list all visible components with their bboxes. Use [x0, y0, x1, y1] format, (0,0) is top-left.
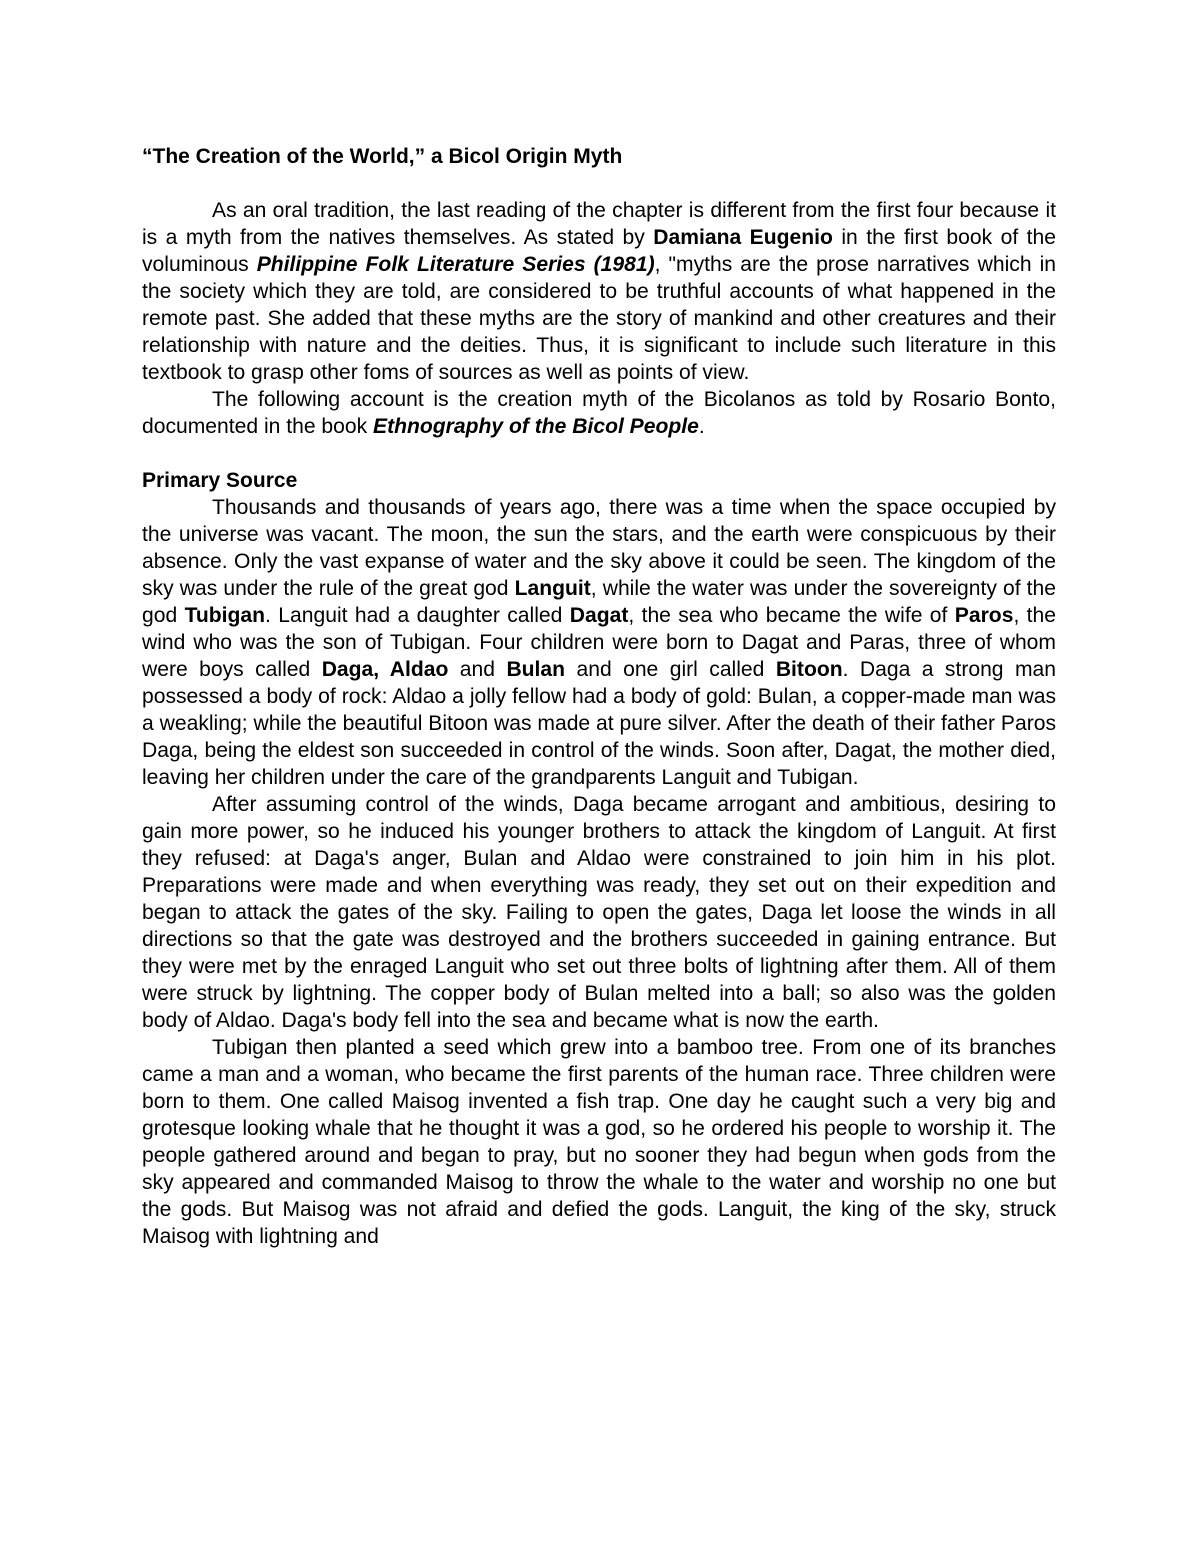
text-run: and one girl called	[565, 658, 776, 681]
series-title: Philippine Folk Literature Series (1981)	[256, 253, 655, 276]
source-paragraph-2: After assuming control of the winds, Daga became arrogant and ambitious, desiring to gain more power, so he induced his younger brothers to attack the kingdom of Languit. At first they refused: at Daga's anger, Bulan and Aldao were constrained to join him in his plot. Preparations were made and when everything was ready, they set out on their expedition and began to attack the gates of the sky. Failing to open the gates, Daga let loose the winds in all directions so that the gate was destroyed and the brothers succeeded in gaining entrance. But they were met by the enraged Languit who set out three bolts of lightning after them. All of them were struck by lightning. The copper body of Bulan melted into a ball; so also was the golden body of Aldao. Daga's body fell into the sea and became what is now the earth.	[142, 793, 1056, 1032]
section-heading: Primary Source	[142, 469, 298, 492]
name-bitoon: Bitoon	[775, 658, 843, 681]
source-paragraph-3: Tubigan then planted a seed which grew into a bamboo tree. From one of its branches came a man and a woman, who became the first parents of the human race. Three children were born to them. One called Maisog invented a fish trap. One day he caught such a very big and grotesque looking whale that he thought it was a god, so he ordered his people to worship it. The people gathered around and began to pray, but no sooner they had begun when gods from the sky appeared and commanded Maisog to throw the whale to the water and worship no one but the gods. But Maisog was not afraid and defied the gods. Languit, the king of the sky, struck Maisog with lightning and	[142, 1036, 1056, 1248]
text-run: As an oral tradition, the last reading of the chapter is different from the first four because it is a myth from the natives themselves. As stated by	[142, 199, 1056, 249]
text-run: . Daga a strong man possessed a body of rock: Aldao a jolly fellow had a body of gold: Bulan, a copper-made man was a weakling; while the beautiful Bitoon was made at pure silver. After the death of their father Paros Daga, being the eldest son succeeded in control of the winds. Soon after, Dagat, the mother died, leaving her children under the care of the grandparents Languit and Tubigan.	[142, 658, 1057, 789]
text-run: , "myths are the prose narratives which in the society which they are told, are considered to be truthful accounts of what happened in the remote past. She added that these myths are the story of mankind and other creatures and their relationship with nature and the deities. Thus, it is significant to include such literature in this textbook to grasp other foms of sources as well as points of view.	[142, 253, 1057, 384]
book-title: Ethnography of the Bicol People	[373, 415, 699, 438]
source-paragraph-1	[142, 494, 1056, 791]
text-run: The following account is the creation myth of the Bicolanos as told by Rosario Bonto, documented in the book	[142, 388, 1056, 438]
text-run: .	[698, 415, 705, 438]
text-run: in the first book of the voluminous	[142, 226, 1056, 276]
text-run: Thousands and thousands of years ago, there was a time when the space occupied by the universe was vacant. The moon, the sun the stars, and the earth were conspicuous by their absence. Only the vast expanse of water and the sky above it could be seen. The kingdom of the sky was under the rule of the great god	[142, 496, 1056, 600]
name-tubigan: Tubigan	[184, 604, 266, 627]
document-title: “The Creation of the World,” a Bicol Origin Myth	[142, 145, 623, 168]
author-name: Damiana Eugenio	[653, 226, 833, 249]
name-daga-aldao: Daga, Aldao	[321, 658, 449, 681]
text-run: and	[448, 658, 507, 681]
name-paros: Paros	[954, 604, 1014, 627]
text-run: , the sea who became the wife of	[628, 604, 955, 627]
text-run: , while the water was under the sovereignty of the god	[142, 577, 1056, 627]
name-bulan: Bulan	[506, 658, 566, 681]
intro-paragraph-2	[142, 386, 1056, 440]
text-run: . Languit had a daughter called	[265, 604, 570, 627]
intro-paragraph-1	[142, 197, 1056, 386]
name-dagat: Dagat	[569, 604, 629, 627]
text-run: , the wind who was the son of Tubigan. Four children were born to Dagat and Paras, three of whom were boys called	[142, 604, 1057, 681]
name-languit: Languit	[514, 577, 591, 600]
